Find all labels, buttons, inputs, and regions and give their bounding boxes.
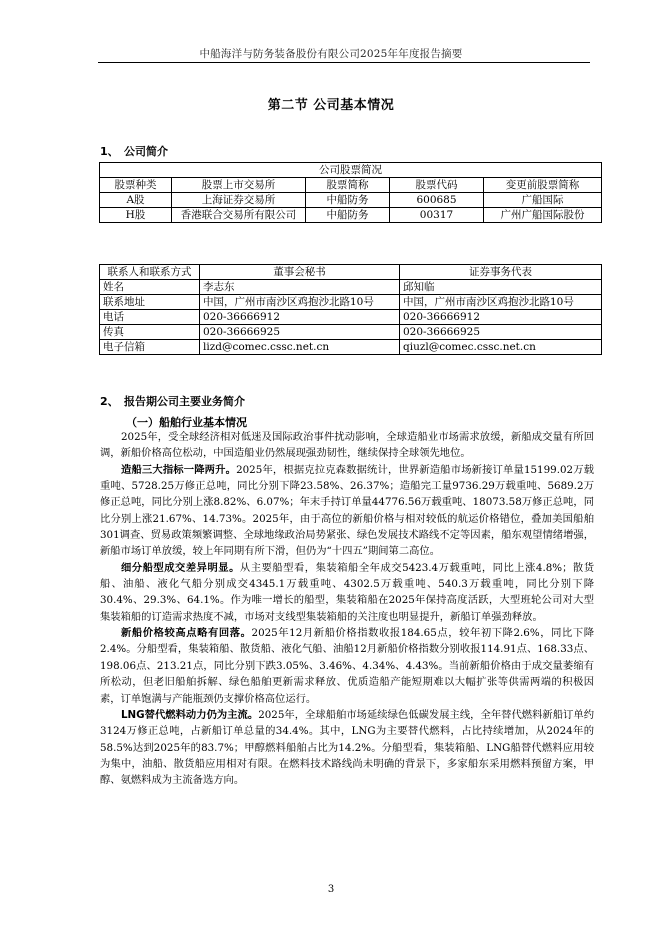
table-cell: 中国，广州市南沙区鸡抱沙北路10号 (200, 295, 400, 310)
stock-table-header-row (100, 178, 602, 193)
heading-text: 报告期公司主要业务简介 (124, 395, 245, 408)
industry-subheading: （一）船舶行业基本情况 (126, 416, 247, 429)
stock-table-caption: 公司股票简况 (100, 163, 602, 178)
company-profile-heading (100, 143, 168, 159)
table-cell: 联系地址 (100, 295, 200, 310)
table-cell: 李志东 (200, 280, 400, 295)
table-cell: H股 (100, 208, 172, 223)
table-cell: 00317 (390, 208, 484, 223)
table-row (100, 193, 602, 208)
table-cell: 020-36666925 (400, 325, 602, 340)
header-rule (98, 62, 590, 63)
paragraph-text: 2025年，受全球经济相对低迷及国际政治事件扰动影响，全球造船业市场需求放缓，新船成交量有所回调，新船价格高位松动，中国造船业仍然展现强劲韧性，继续保持全球领先地位。 (100, 431, 594, 460)
paragraph-text: 2025年，全球船舶市场延续绿色低碳发展主线，全年替代燃料新船订单约3124万修正总吨，占新船订单总量的34.4%。其中，LNG为主要替代燃料，占比持续增加，从2024年的58.5%达到2025年的83.7%；甲醇燃料船舶占比为14.2%。分船型看，集装箱船、LNG船替代燃料应用较为集中，油船、散货船应用相对有限。在燃料技术路线尚未明确的背景下，多家船东采用燃料预留方案，甲醇、氨燃料成为主流备选方向。 (100, 708, 594, 787)
heading-number: 1、 (100, 145, 119, 158)
page-header: 中船海洋与防务装备股份有限公司2025年年度报告摘要 (199, 48, 463, 60)
table-cell: 020-36666912 (200, 310, 400, 325)
paragraph-lead: 细分船型成交差异明显。 (121, 561, 240, 574)
table-cell: 电话 (100, 310, 200, 325)
table-cell: 600685 (390, 193, 484, 208)
heading-text: 公司简介 (124, 145, 168, 158)
table-row (100, 295, 602, 310)
paragraph (100, 462, 594, 560)
table-cell: 广船国际 (484, 193, 602, 208)
industry-body (100, 429, 594, 789)
business-heading (100, 393, 245, 409)
table-cell: 香港联合交易所有限公司 (172, 208, 306, 223)
table-row (100, 280, 602, 295)
paragraph (100, 429, 594, 462)
table-cell: 邱知临 (400, 280, 602, 295)
col-header: 证券事务代表 (400, 265, 602, 280)
page-number: 3 (327, 884, 335, 895)
table-row (100, 310, 602, 325)
col-header: 股票简称 (306, 178, 390, 193)
col-header: 联系人和联系方式 (100, 265, 200, 280)
table-row (100, 340, 602, 355)
table-cell: lizd@comec.cssc.net.cn (200, 340, 400, 355)
paragraph-text: 2025年12月新船价格指数收报184.65点，较年初下降2.6%，同比下降2.4%。分船型看，集装箱船、散货船、液化气船、油船12月新船价格指数分别收报114.91点、168.33点、198.06点、213.21点，同比分别下跌3.05%、3.46%、4.34%、4.43%。当前新船价格由于成交量萎缩有所松动，但老旧船舶拆解、绿色船舶更新需求释放、优质造船产能短期难以大幅扩张等供需两端的积极因素，订单饱满与产能瓶颈仍支撑价格高位运行。 (100, 627, 595, 705)
table-cell: 020-36666912 (400, 310, 602, 325)
col-header: 变更前股票简称 (484, 178, 602, 193)
paragraph-lead: 新船价格较高点略有回落。 (121, 627, 252, 640)
table-cell: 姓名 (100, 280, 200, 295)
table-cell: 电子信箱 (100, 340, 200, 355)
table-cell: A股 (100, 193, 172, 208)
paragraph (100, 625, 594, 707)
section-title: 第二节 公司基本情况 (267, 98, 395, 113)
paragraph (100, 560, 594, 625)
col-header: 董事会秘书 (200, 265, 400, 280)
stock-table-caption-row (100, 163, 602, 178)
col-header: 股票代码 (390, 178, 484, 193)
table-row (100, 208, 602, 223)
table-row (100, 325, 602, 340)
paragraph-lead: LNG替代燃料动力仍为主流。 (121, 708, 259, 721)
table-cell: 广州广船国际股份 (484, 208, 602, 223)
col-header: 股票上市交易所 (172, 178, 306, 193)
paragraph-text: 从主要船型看，集装箱船全年成交5423.4万载重吨，同比上涨4.8%；散货船、油船、液化气船分别成交4345.1万载重吨、4302.5万载重吨、540.3万载重吨，同比分别下降30.4%、29.3%、64.1%。作为唯一增长的船型，集装箱船在2025年保持高度活跃，大型班轮公司对大型集装箱船的订造需求热度不减，市场对支线型集装箱船的关注度也明显提升，新船订单强劲释放。 (100, 561, 595, 623)
table-cell: 上海证券交易所 (172, 193, 306, 208)
table-cell: 020-36666925 (200, 325, 400, 340)
table-cell: 中船防务 (306, 208, 390, 223)
table-cell: 中船防务 (306, 193, 390, 208)
stock-table (99, 162, 602, 223)
paragraph-lead: 造船三大指标一降两升。 (121, 463, 237, 476)
contact-table (99, 264, 602, 355)
paragraph (100, 707, 594, 789)
contact-table-header-row (100, 265, 602, 280)
table-cell: 中国，广州市南沙区鸡抱沙北路10号 (400, 295, 602, 310)
heading-number: 2、 (100, 395, 119, 408)
table-cell: qiuzl@comec.cssc.net.cn (400, 340, 602, 355)
col-header: 股票种类 (100, 178, 172, 193)
paragraph-text: 2025年，根据克拉克森数据统计，世界新造船市场新接订单量15199.02万载重吨、5728.25万修正总吨，同比分别下降23.58%、26.37%；造船完工量9736.29万载重吨、5689.2万修正总吨，同比分别上涨8.82%、6.07%；年末手持订单量44776.56万载重吨、18073.58万修正总吨，同比分别上涨21.67%、14.73%。2025年，由于高位的新船价格与相对较低的航运价格错位，叠加美国船舶301调查、贸易政策频繁调整、全球地缘政治局势紧张、绿色发展技术路线不定等因素，船东观望情绪增强，新船市场订单放缓，较上年同期有所下滑，但仍为“十四五”期间第二高位。 (100, 463, 595, 558)
table-cell: 传真 (100, 325, 200, 340)
